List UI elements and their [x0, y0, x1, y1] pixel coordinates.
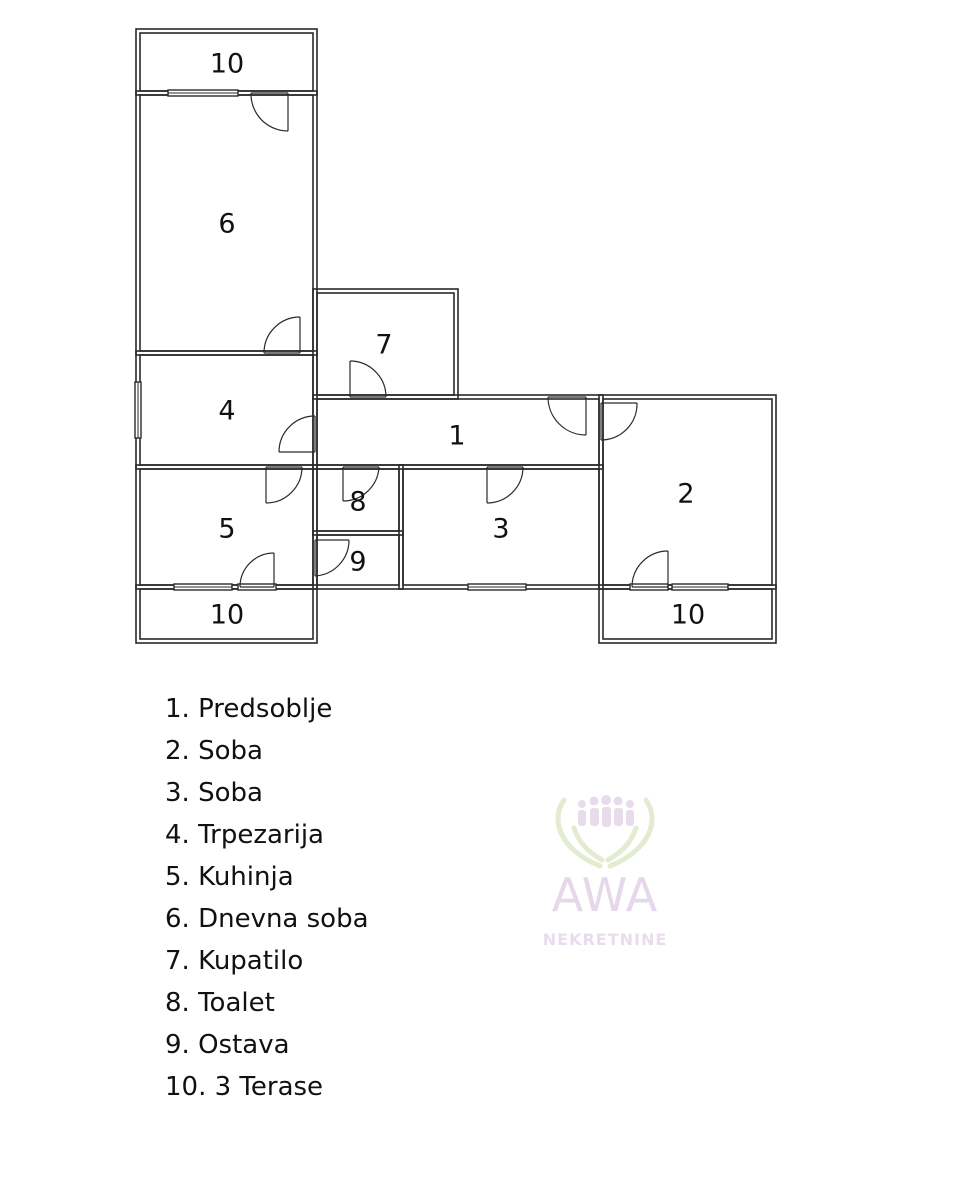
room-label-10-bottom-right: 10: [670, 599, 706, 631]
door: [266, 467, 302, 503]
legend-item: 4. Trpezarija: [165, 820, 324, 850]
room-label-2: 2: [677, 478, 695, 510]
watermark-subtitle: NEKRETNINE: [542, 930, 668, 949]
legend-item: 10. 3 Terase: [165, 1072, 324, 1102]
door: [601, 403, 637, 440]
room-label-7: 7: [375, 329, 393, 361]
people-hands-icon: [520, 790, 690, 870]
door: [487, 467, 523, 503]
legend-item: 7. Kupatilo: [165, 946, 304, 976]
watermark-logo: [520, 790, 690, 960]
room-label-10-top: 10: [209, 48, 245, 80]
door: [264, 317, 300, 353]
room-label-6: 6: [218, 208, 236, 240]
legend-item: 8. Toalet: [165, 988, 275, 1018]
legend-item: 5. Kuhinja: [165, 862, 294, 892]
room-label-10-bottom-left: 10: [209, 599, 245, 631]
room-label-5: 5: [218, 513, 236, 545]
room-label-3: 3: [492, 513, 510, 545]
door: [548, 397, 586, 435]
room-legend: [165, 688, 369, 1108]
room-label-1: 1: [448, 420, 466, 452]
legend-item: 1. Predsoblje: [165, 694, 333, 724]
legend-item: 2. Soba: [165, 736, 263, 766]
door: [240, 553, 274, 587]
room-label-4: 4: [218, 395, 236, 427]
room-label-8: 8: [349, 486, 367, 518]
door: [279, 416, 315, 452]
legend-item: 3. Soba: [165, 778, 263, 808]
door: [251, 93, 288, 131]
legend-item: 9. Ostava: [165, 1030, 290, 1060]
door: [632, 551, 668, 587]
room-label-9: 9: [349, 546, 367, 578]
legend-item: 6. Dnevna soba: [165, 904, 369, 934]
watermark-name: AWA: [551, 868, 659, 922]
door: [350, 361, 386, 397]
door: [315, 540, 349, 576]
